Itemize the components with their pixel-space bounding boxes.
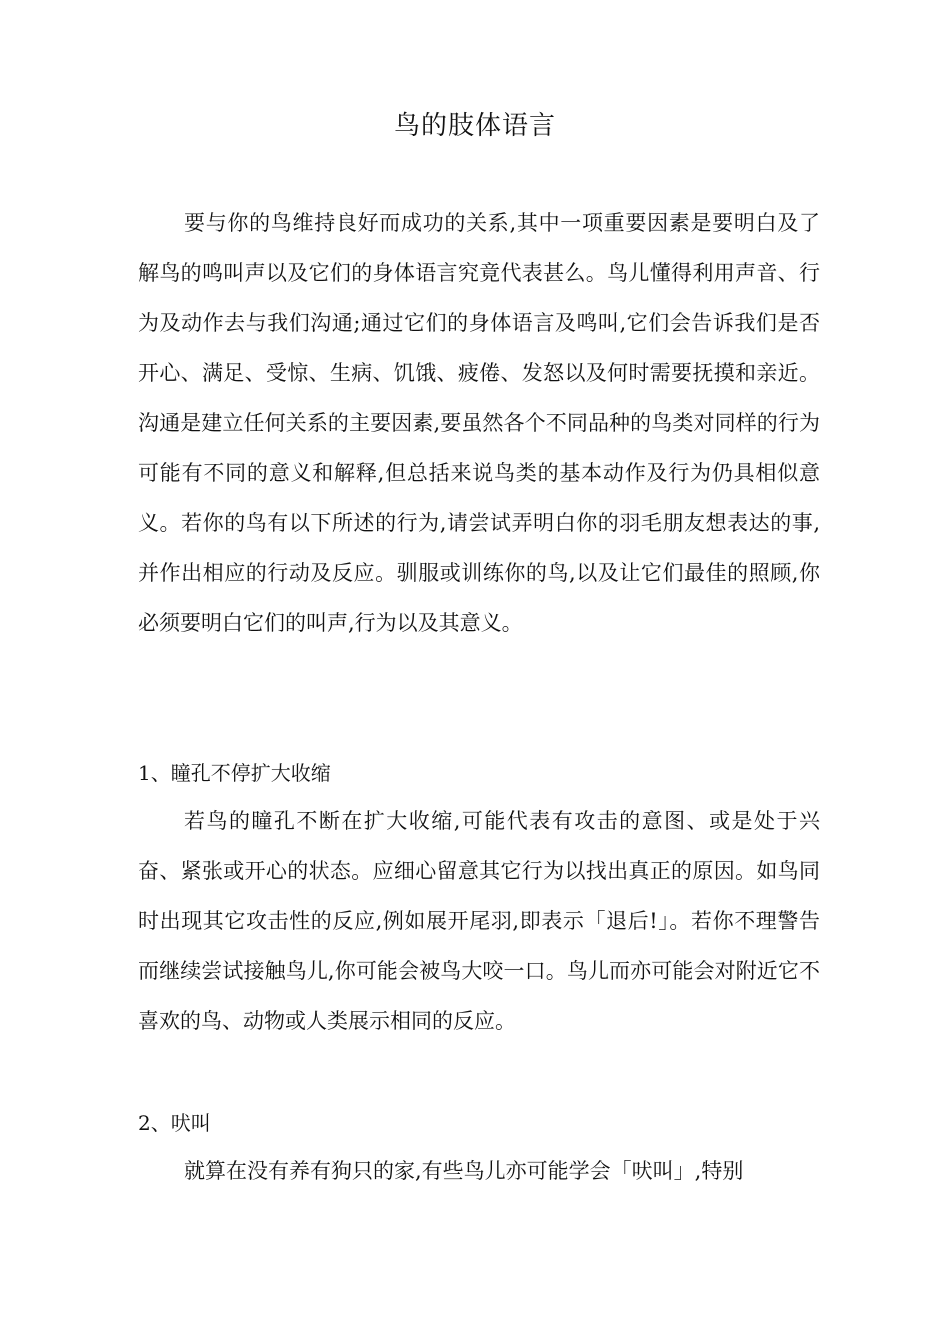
intro-paragraph: 要与你的鸟维持良好而成功的关系,其中一项重要因素是要明白及了解鸟的鸣叫声以及它们的身体语言究竟代表甚么。鸟儿懂得利用声音、行为及动作去与我们沟通;通过它们的身体语言及鸣叫,它们会告诉我们是否开心、满足、受惊、生病、饥饿、疲倦、发怒以及何时需要抚摸和亲近。沟通是建立任何关系的主要因素,要虽然各个不同品种的鸟类对同样的行为可能有不同的意义和解释,但总括来说鸟类的基本动作及行为仍具相似意义。若你的鸟有以下所述的行为,请尝试弄明白你的羽毛朋友想表达的事,并作出相应的行动及反应。驯服或训练你的鸟,以及让它们最佳的照顾,你必须要明白它们的叫声,行为以及其意义。 bbox=[138, 211, 820, 635]
section-1-heading: 1、瞳孔不停扩大收缩 bbox=[138, 761, 331, 785]
section-2-paragraph: 就算在没有养有狗只的家,有些鸟儿亦可能学会「吠叫」,特别 bbox=[184, 1159, 744, 1183]
section-1-body-block bbox=[138, 796, 820, 1046]
document-title: 鸟的肢体语言 bbox=[393, 111, 556, 141]
section-1-heading-block bbox=[138, 748, 820, 798]
section-1-paragraph: 若鸟的瞳孔不断在扩大收缩,可能代表有攻击的意图、或是处于兴奋、紧张或开心的状态。应细心留意其它行为以找出真正的原因。如鸟同时出现其它攻击性的反应,例如展开尾羽,即表示「退后!」。若你不理警告而继续尝试接触鸟儿,你可能会被鸟大咬一口。鸟儿而亦可能会对附近它不喜欢的鸟、动物或人类展示相同的反应。 bbox=[138, 809, 820, 1033]
section-2-body-block bbox=[138, 1146, 820, 1196]
section-2-heading: 2、吠叫 bbox=[138, 1111, 211, 1135]
section-2-heading-block bbox=[138, 1098, 820, 1148]
intro-section bbox=[138, 198, 820, 648]
